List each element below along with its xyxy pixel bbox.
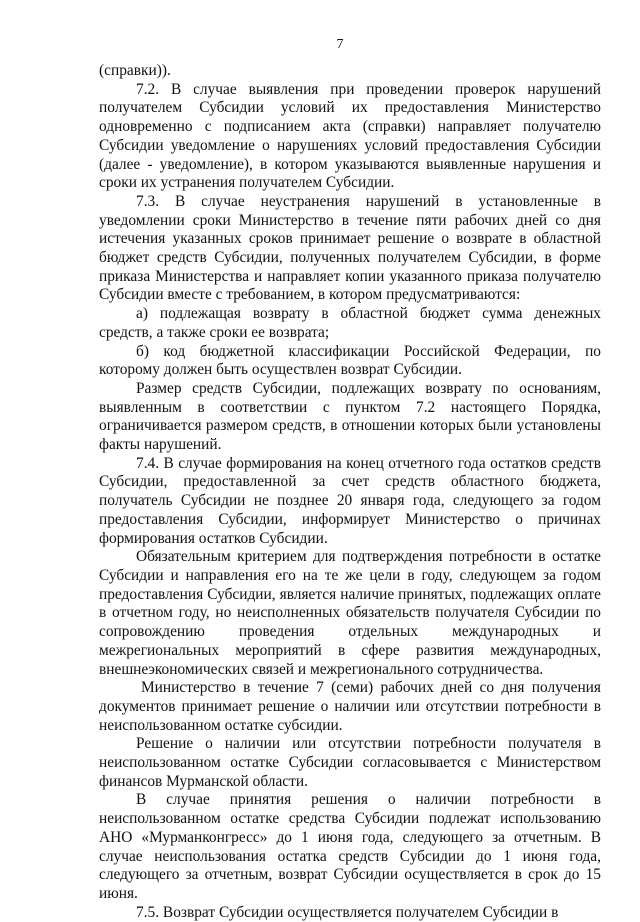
paragraph-remainder-use: В случае принятия решения о наличии потребности в неиспользованном остатке средства Субсидии подлежат использованию АНО «Мурманконгресс» до 1 июня года, следующего за отчетным. В случае неиспользования остатка средств Субсидии до 1 июня года, следующего за отчетным, возврат Субсидии осуществляется в срок до 15 июня.: [99, 791, 601, 902]
paragraph-7-5: 7.5. Возврат Субсидии осуществляется получателем Субсидии в: [136, 903, 559, 921]
paragraph-agreement: Решение о наличии или отсутствии потребности получателя в неиспользованном остатке Субсидии согласовывается с Министерством финансов Мурманской области.: [99, 735, 601, 790]
paragraph-criterion: Обязательным критерием для подтверждения потребности в остатке Субсидии и направления его на те же цели в году, следующем за годом предоставления Субсидии, является наличие принятых, подлежащих оплате в отчетном году, но неисполненных обязательств получателя Субсидии по сопровождению проведения отдельных международных и межрегиональных мероприятий в сфере развития международных, внешнеэкономических связей и межрегионального сотрудничества.: [99, 548, 601, 678]
paragraph-7-4: 7.4. В случае формирования на конец отчетного года остатков средств Субсидии, предоставленной за счет средств областного бюджета, получатель Субсидии не позднее 20 января года, следующего за годом предоставления Субсидии, информирует Министерство о причинах формирования остатков Субсидии.: [99, 454, 601, 547]
paragraph-7-3: 7.3. В случае неустранения нарушений в установленные в уведомлении сроки Министерство в течение пяти рабочих дней со дня истечения указанных сроков принимает решение о возврате в областной бюджет средств Субсидии, полученных получателем Субсидии, в форме приказа Министерства и направляет копии указанного приказа получателю Субсидии вместе с требованием, в котором предусматриваются:: [99, 192, 601, 304]
paragraph-7-2: 7.2. В случае выявления при проведении проверок нарушений получателем Субсидии условий их предоставления Министерство одновременно с подписанием акта (справки) направляет получателю Субсидии уведомление о нарушениях условий предоставления Субсидии (далее - уведомление), в котором указываются выявленные нарушения и сроки их устранения получателем Субсидии.: [99, 80, 601, 192]
paragraph-continuation: (справки)).: [99, 62, 171, 79]
page-number: 7: [336, 37, 344, 52]
paragraph-item-b: б) код бюджетной классификации Российской Федерации, по которому должен быть осуществлен возврат Субсидии.: [99, 342, 601, 379]
paragraph-ministry-decision: Министерство в течение 7 (семи) рабочих дней со дня получения документов принимает решение о наличии или отсутствии потребности в неиспользованном остатке субсидии.: [99, 679, 601, 734]
paragraph-item-a: а) подлежащая возврату в областной бюджет сумма денежных средств, а также сроки ее возврата;: [99, 305, 601, 341]
document-body: [99, 62, 601, 922]
paragraph-refund-size: Размер средств Субсидии, подлежащих возврату по основаниям, выявленным в соответствии с пунктом 7.2 настоящего Порядка, ограничивается размером средств, в отношении которых были установлены факты нарушений.: [99, 379, 601, 454]
